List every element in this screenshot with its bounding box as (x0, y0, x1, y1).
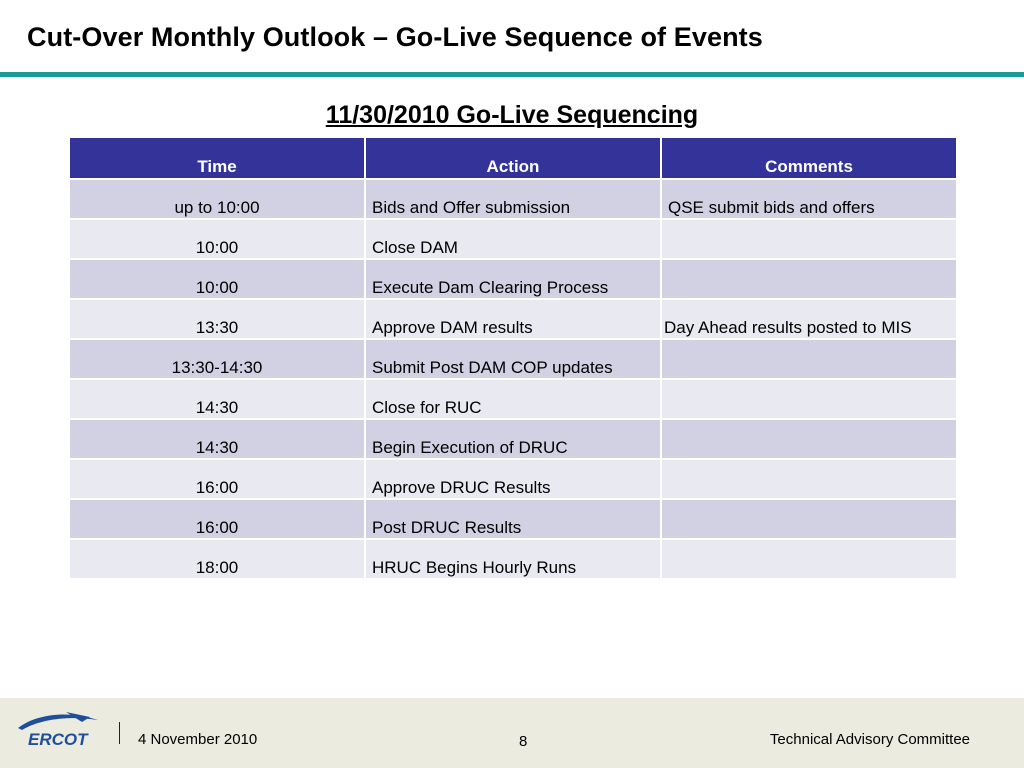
cell-time: 10:00 (69, 219, 365, 259)
header-comments: Comments (661, 137, 957, 179)
table-row (69, 179, 957, 219)
title-divider (0, 72, 1024, 77)
cell-action: Begin Execution of DRUC (365, 419, 661, 459)
cell-time: 16:00 (69, 459, 365, 499)
sequence-table (68, 136, 958, 580)
table-row (69, 539, 957, 579)
cell-comment (661, 379, 957, 419)
cell-action: Execute Dam Clearing Process (365, 259, 661, 299)
cell-comment: QSE submit bids and offers (661, 179, 957, 219)
table-row (69, 259, 957, 299)
table-row (69, 339, 957, 379)
table-row (69, 499, 957, 539)
header-action: Action (365, 137, 661, 179)
cell-action: Close for RUC (365, 379, 661, 419)
cell-comment (661, 499, 957, 539)
cell-action: HRUC Begins Hourly Runs (365, 539, 661, 579)
cell-comment (661, 539, 957, 579)
cell-comment (661, 339, 957, 379)
cell-comment (661, 219, 957, 259)
table-row (69, 459, 957, 499)
table-heading: 11/30/2010 Go-Live Sequencing (325, 101, 699, 129)
cell-comment (661, 419, 957, 459)
table-row (69, 419, 957, 459)
cell-comment: Day Ahead results posted to MIS (661, 299, 957, 339)
table-row (69, 219, 957, 259)
cell-action: Submit Post DAM COP updates (365, 339, 661, 379)
logo-text: ERCOT (28, 730, 88, 749)
footer-divider (119, 722, 120, 744)
footer-date: 4 November 2010 (138, 731, 258, 748)
cell-time: 14:30 (69, 419, 365, 459)
cell-comment (661, 259, 957, 299)
cell-time: 14:30 (69, 379, 365, 419)
table-row (69, 379, 957, 419)
cell-action: Approve DRUC Results (365, 459, 661, 499)
cell-comment (661, 459, 957, 499)
cell-time: 10:00 (69, 259, 365, 299)
cell-time: 13:30-14:30 (69, 339, 365, 379)
table-header-row (69, 137, 957, 179)
slide-footer (0, 698, 1024, 768)
cell-action: Close DAM (365, 219, 661, 259)
cell-time: 18:00 (69, 539, 365, 579)
header-time: Time (69, 137, 365, 179)
cell-action: Post DRUC Results (365, 499, 661, 539)
cell-time: 16:00 (69, 499, 365, 539)
cell-time: up to 10:00 (69, 179, 365, 219)
cell-time: 13:30 (69, 299, 365, 339)
cell-action: Bids and Offer submission (365, 179, 661, 219)
footer-committee: Technical Advisory Committee (769, 731, 970, 748)
table-row (69, 299, 957, 339)
slide-title: Cut-Over Monthly Outlook – Go-Live Sequence of Events (27, 22, 763, 52)
ercot-logo (12, 708, 102, 754)
cell-action: Approve DAM results (365, 299, 661, 339)
page-number: 8 (519, 733, 528, 750)
